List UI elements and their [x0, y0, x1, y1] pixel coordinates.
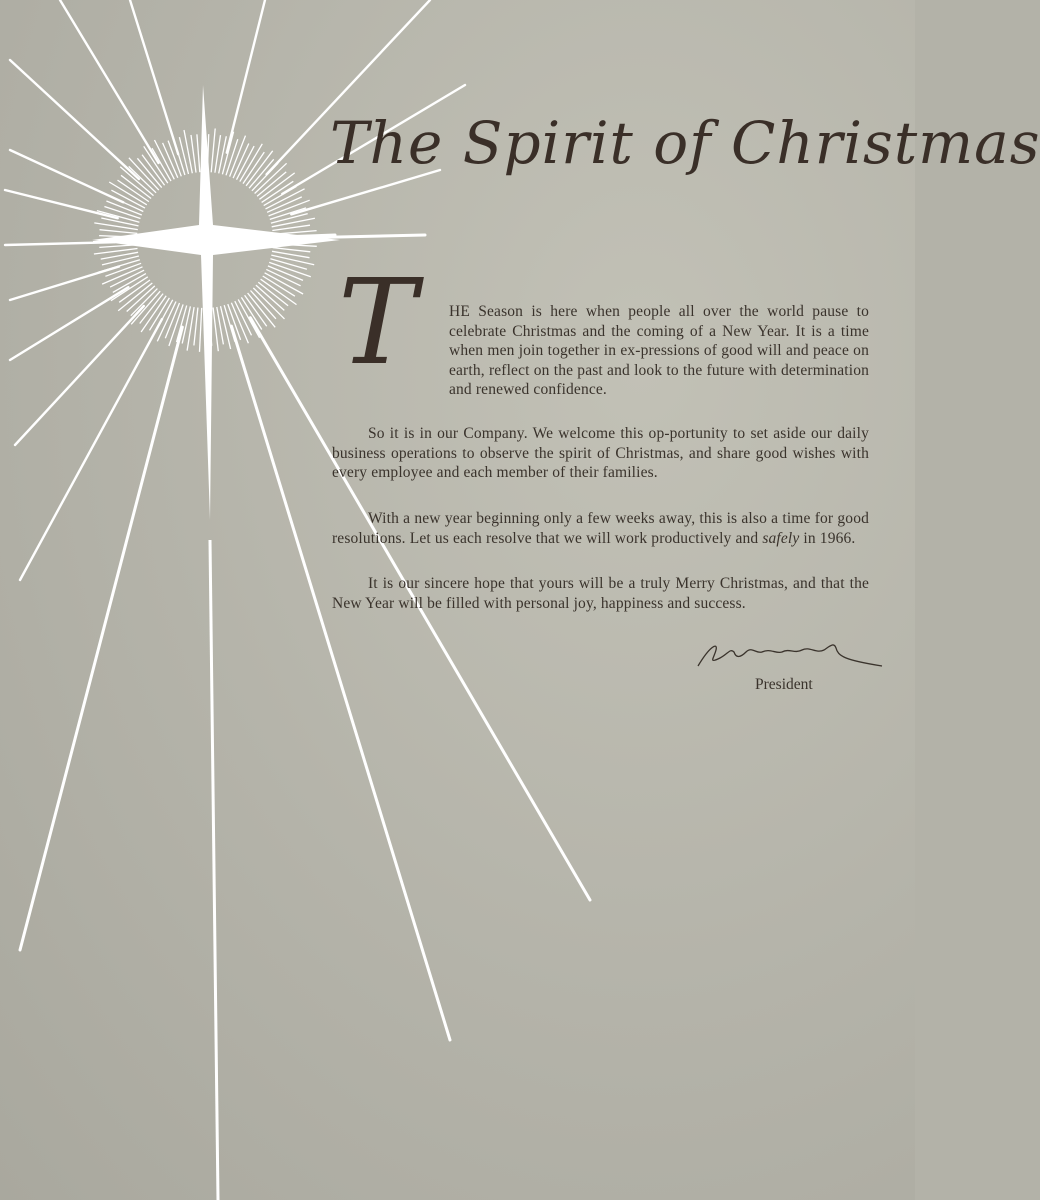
- halo-ray: [179, 137, 188, 174]
- halo-ray: [197, 134, 200, 172]
- halo-ray: [258, 282, 288, 306]
- halo-ray: [177, 306, 187, 343]
- halo-ray: [270, 259, 307, 270]
- signature: [690, 636, 885, 676]
- halo-ray: [243, 152, 264, 184]
- halo-ray: [211, 129, 215, 173]
- drop-cap: T: [338, 253, 417, 391]
- ray: [227, 0, 265, 153]
- ray: [5, 242, 115, 245]
- halo-ray: [131, 289, 158, 316]
- halo-ray: [262, 181, 294, 202]
- halo-ray: [256, 285, 284, 310]
- halo-ray: [121, 175, 151, 198]
- halo-ray: [251, 291, 276, 319]
- ray: [10, 287, 128, 360]
- paragraph-3-tail: in 1966.: [803, 529, 856, 547]
- halo-ray: [245, 295, 267, 326]
- halo-ray: [271, 214, 308, 224]
- signature-title: President: [755, 676, 813, 693]
- halo-ray: [238, 299, 259, 337]
- paragraph-3: [332, 509, 869, 548]
- ray: [20, 319, 162, 580]
- halo-ray: [118, 180, 149, 202]
- halo-ray: [252, 163, 278, 191]
- ray: [60, 0, 159, 163]
- halo-ray: [129, 166, 156, 192]
- ray: [10, 60, 139, 179]
- paragraph-2-text: So it is in our Company. We welcome this op-portunity to set aside our daily business operations to observe the spirit of Christmas, and share good wishes with every employee and each member of their families.: [332, 425, 869, 482]
- ray: [20, 327, 182, 950]
- ray: [130, 0, 178, 154]
- lower-ray: [210, 540, 218, 1200]
- paragraph-1: HE Season is here when people all over the world pause to celebrate Christmas and the coming of a New Year. It is a time when men join together in ex-pressions of good will and peace on earth, reflect on the past and look to the future with determination and renewed confidence.: [449, 303, 869, 399]
- paragraph-3-italic: safely: [762, 529, 800, 547]
- paragraph-3-text: With a new year beginning only a few weeks away, this is also a time for good resolutions. Let us each resolve that we will work productively and: [332, 510, 869, 547]
- page-title: The Spirit of Christmas: [330, 109, 1040, 177]
- halo-ray: [200, 308, 202, 352]
- ray: [5, 190, 118, 218]
- halo-ray: [265, 273, 304, 294]
- halo-ray: [221, 306, 231, 349]
- halo-ray: [257, 172, 286, 196]
- halo-ray: [142, 155, 165, 186]
- paragraph-2: [332, 424, 869, 483]
- halo-ray: [140, 294, 163, 324]
- paragraph-4: It is our sincere hope that yours will be a truly Merry Christmas, and that the New Year will be filled with personal joy, happiness and success.: [332, 575, 869, 612]
- halo-ray: [194, 308, 198, 346]
- ray: [15, 306, 144, 445]
- halo-ray: [271, 255, 314, 265]
- halo-ray: [100, 230, 138, 234]
- halo-ray: [249, 159, 274, 188]
- halo-ray: [273, 248, 311, 252]
